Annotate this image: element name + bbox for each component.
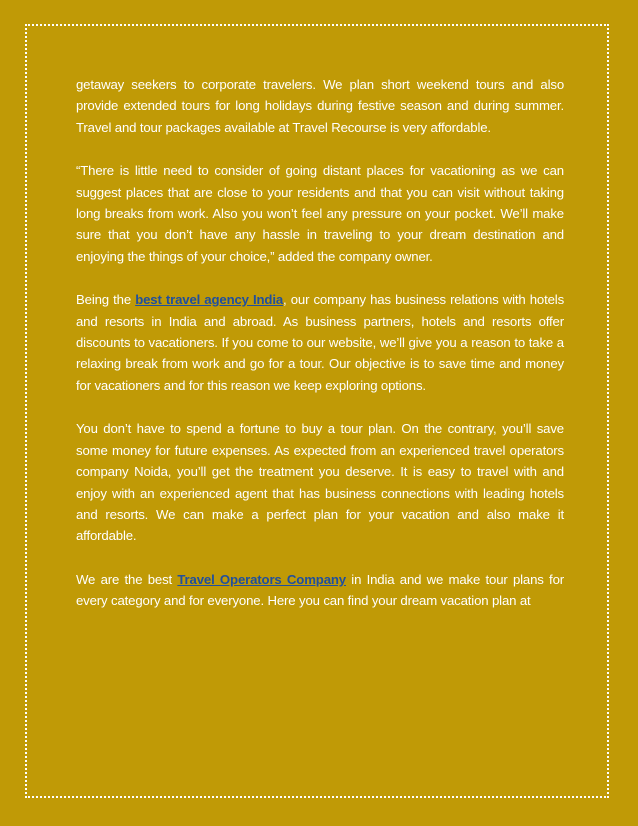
travel-operators-company-link[interactable]: Travel Operators Company xyxy=(177,571,346,587)
paragraph-1: getaway seekers to corporate travelers. We plan short weekend tours and also provide extended tours for long holidays during festive season and during summer. Travel and tour packages available at Travel Recourse is very affordable. xyxy=(76,77,564,135)
best-travel-agency-link[interactable]: best travel agency India xyxy=(135,292,284,308)
paragraph-5 xyxy=(76,569,564,612)
paragraph-5-text-before: We are the best xyxy=(76,571,178,587)
paragraph-3 xyxy=(76,289,564,396)
paragraph-5-text-after: in India and we make tour plans for every category and for everyone. Here you can find your dream vacation plan at xyxy=(76,571,564,609)
document-body xyxy=(76,74,564,634)
paragraph-4: You don’t have to spend a fortune to buy a tour plan. On the contrary, you’ll save some money for future expenses. As expected from an experienced travel operators company Noida, you’ll get the treatment you deserve. It is easy to travel with and enjoy with an experienced agent that has business connections with leading hotels and resorts. We can make a perfect plan for your vacation and also make it affordable. xyxy=(76,421,564,544)
paragraph-2: “There is little need to consider of going distant places for vacationing as we can suggest places that are close to your residents and that you can visit without taking long breaks from work. Also you won’t feel any pressure on your pocket. We’ll make sure that you don’t have any hassle in traveling to your dream destination and enjoying the things of your choice,” added the company owner. xyxy=(76,163,564,264)
paragraph-3-text-before: Being the xyxy=(76,292,136,308)
paragraph-3-text-after: , our company has business relations with hotels and resorts in India and abroad. As business partners, hotels and resorts offer discounts to vacationers. If you come to our website, we’ll give you a reason to take a relaxing break from work and go for a tour. Our objective is to save time and money for vacationers and for this reason we keep exploring options. xyxy=(76,292,565,393)
